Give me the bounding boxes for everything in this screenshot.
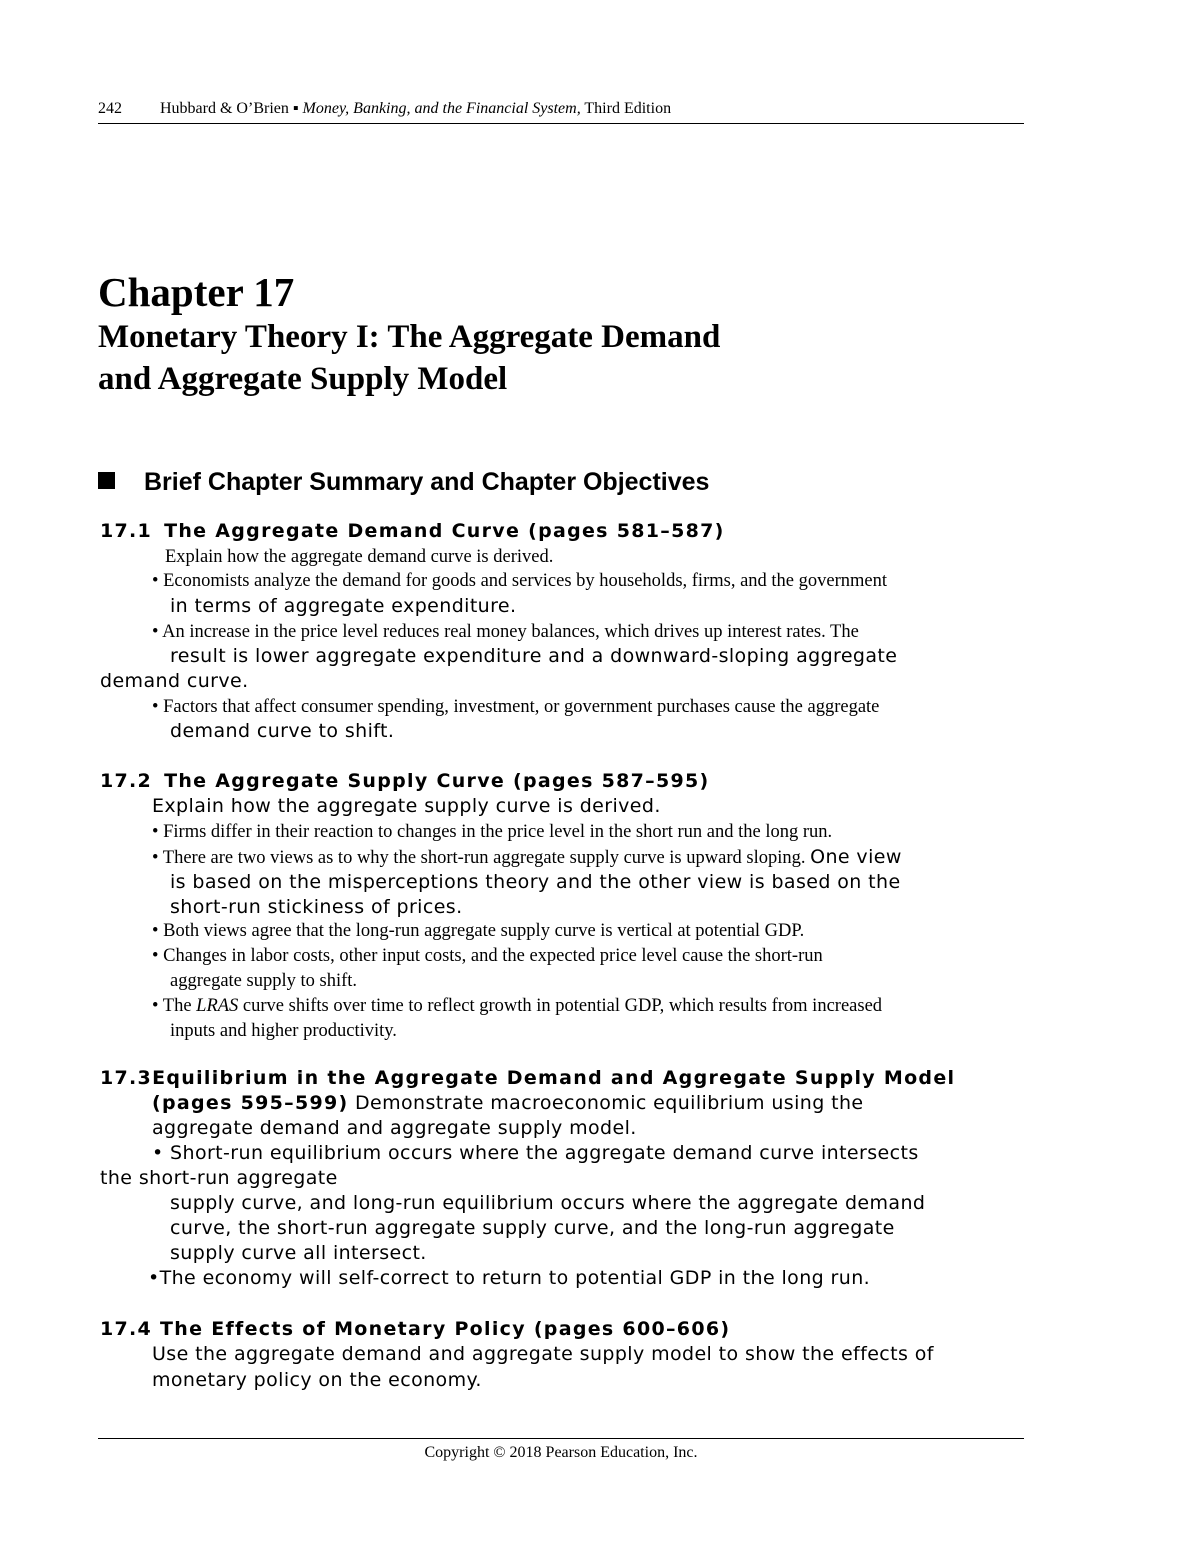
objective-intro: monetary policy on the economy. — [152, 1369, 482, 1391]
objective-title: The Aggregate Demand Curve (pages 581–587) — [164, 520, 725, 542]
copyright-footer: Copyright © 2018 Pearson Education, Inc. — [424, 1444, 698, 1461]
bullet-line: demand curve to shift. — [170, 720, 395, 742]
objective-intro: Explain how the aggregate supply curve is derived. — [152, 795, 661, 817]
objective-number: 17.3 — [100, 1067, 153, 1089]
objective-intro: Use the aggregate demand and aggregate supply model to show the effects of — [152, 1343, 934, 1365]
footer-rule — [98, 1438, 1024, 1439]
objective-heading-17-2 — [100, 769, 710, 793]
header-text — [160, 100, 671, 118]
bullet-line: • Changes in labor costs, other input costs, and the expected price level cause the short-run — [152, 946, 823, 966]
objective-number: 17.1 — [100, 520, 153, 542]
objective-intro-text: Demonstrate macroeconomic equilibrium using the — [354, 1092, 864, 1114]
bullet-line: • Economists analyze the demand for goods and services by households, firms, and the government — [152, 571, 887, 591]
objective-pages: (pages 595–599) — [152, 1092, 349, 1114]
chapter-number: Chapter 17 — [98, 269, 295, 315]
bullet-line: aggregate supply to shift. — [170, 971, 358, 991]
chapter-title-line-1: Monetary Theory I: The Aggregate Demand — [98, 319, 721, 355]
bullet-text: One view — [810, 846, 902, 868]
header-authors: Hubbard & O’Brien — [160, 100, 289, 117]
lras-term: LRAS — [196, 996, 239, 1016]
page-number: 242 — [98, 100, 122, 117]
bullet-line: short-run stickiness of prices. — [170, 896, 463, 918]
bullet-line: supply curve, and long-run equilibrium occurs where the aggregate demand — [170, 1192, 926, 1214]
objective-number: 17.4 — [100, 1318, 153, 1340]
objective-title: The Aggregate Supply Curve (pages 587–595) — [164, 770, 710, 792]
header-rule — [98, 123, 1024, 124]
objective-heading-17-3 — [100, 1066, 955, 1090]
objective-title: Equilibrium in the Aggregate Demand and Aggregate Supply Model — [152, 1067, 956, 1089]
objective-intro: aggregate demand and aggregate supply model. — [152, 1117, 637, 1139]
chapter-title — [98, 316, 720, 400]
chapter-title-line-2: and Aggregate Supply Model — [98, 361, 508, 397]
bullet-line: • Factors that affect consumer spending, investment, or government purchases cause the aggregate — [152, 697, 880, 717]
bullet-line: curve, the short-run aggregate supply curve, and the long-run aggregate — [170, 1217, 895, 1239]
bullet-line: in terms of aggregate expenditure. — [170, 595, 517, 617]
bullet-line: • Short-run equilibrium occurs where the aggregate demand curve intersects — [152, 1142, 919, 1164]
bullet-line: inputs and higher productivity. — [170, 1021, 397, 1041]
header-book-title: Money, Banking, and the Financial System, — [302, 100, 581, 117]
bullet-line: the short-run aggregate — [100, 1167, 338, 1189]
objective-number: 17.2 — [100, 770, 153, 792]
bullet-line: supply curve all intersect. — [170, 1242, 427, 1264]
bullet-line: • Both views agree that the long-run aggregate supply curve is vertical at potential GDP. — [152, 921, 805, 941]
objective-intro — [152, 1091, 864, 1115]
header-separator: ▪ — [292, 100, 299, 117]
bullet-line — [152, 845, 902, 870]
bullet-line: • Firms differ in their reaction to changes in the price level in the short run and the long run. — [152, 822, 833, 842]
bullet-text: • There are two views as to why the short-run aggregate supply curve is upward sloping. — [152, 848, 806, 868]
bullet-line: is based on the misperceptions theory and the other view is based on the — [170, 871, 901, 893]
bullet-line: result is lower aggregate expenditure and a downward-sloping aggregate — [170, 645, 898, 667]
bullet-text: • The — [152, 996, 192, 1016]
bullet-text: curve shifts over time to reflect growth in potential GDP, which results from increased — [242, 996, 883, 1016]
running-header — [98, 100, 1023, 124]
square-bullet-icon — [98, 472, 115, 489]
bullet-line: demand curve. — [100, 670, 249, 692]
section-heading-text: Brief Chapter Summary and Chapter Objectives — [144, 468, 710, 496]
bullet-line: •The economy will self-correct to return to potential GDP in the long run. — [148, 1267, 871, 1289]
objective-heading-17-4 — [100, 1317, 730, 1341]
section-heading — [98, 466, 709, 498]
header-edition: Third Edition — [584, 100, 672, 117]
objective-title: The Effects of Monetary Policy (pages 600–606) — [160, 1318, 731, 1340]
bullet-line: • An increase in the price level reduces real money balances, which drives up interest rates. The — [152, 622, 859, 642]
bullet-line — [152, 994, 882, 1018]
objective-intro: Explain how the aggregate demand curve is derived. — [165, 547, 554, 567]
objective-heading-17-1 — [100, 519, 725, 543]
